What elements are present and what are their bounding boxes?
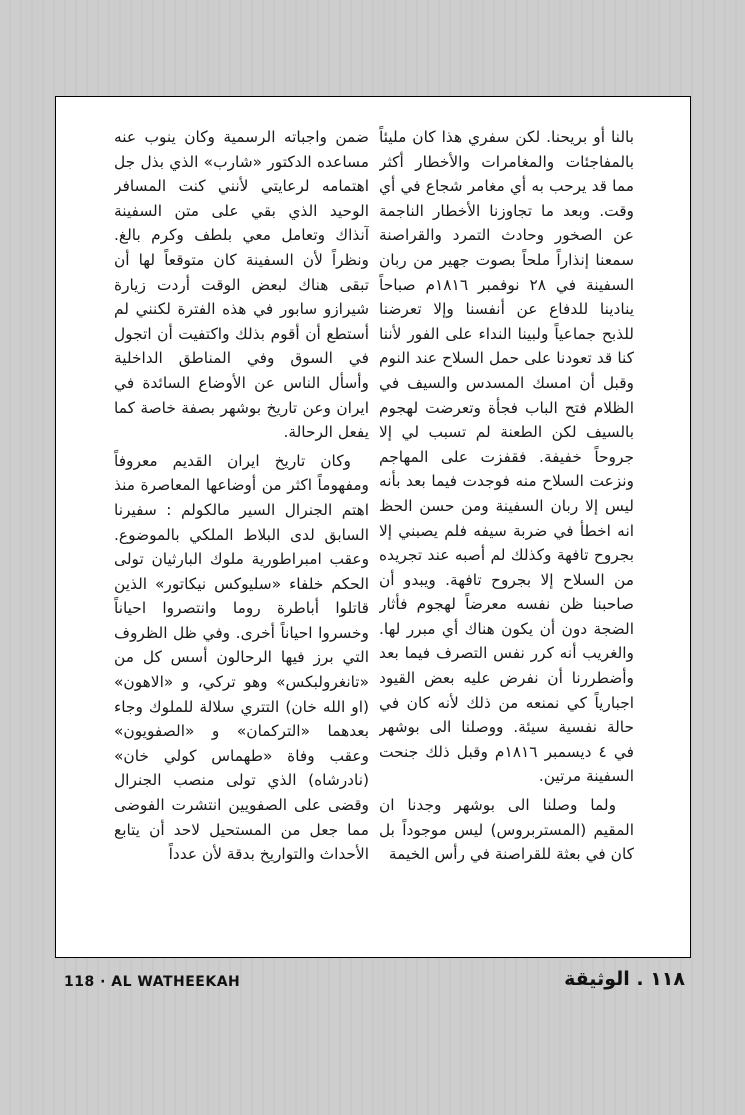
left-column-paragraph-2: وكان تاريخ ايران القديم معروفاً ومفهوماً اكثر من أوضاعها المعاصرة منذ اهتم الجنرال السير مالكولم : سفيرنا السابق لدى البلاط الملكي بالموضوع. وعقب امبراطورية ملوك البارثيان تولى الحكم خلفاء «سليوكس نيكاتور» الذين قاتلوا أباطرة روما وانتصروا احياناً وخسروا احياناً أخرى. وفي ظل الظروف التي برز فيها الرحالون أسس كل من «تانغرولبكس» وهو تركي، و «الاهون» (او الله خان) التتري سلالة للملوك وجاء بعدهما «التركمان» و «الصفويون» وعقب وفاة «طهماس كولي خان» (نادرشاه) الذي تولى منصب الجنرال وقضى على الصفويين انتشرت الفوضى مما جعل من المستحيل لاحد أن يتابع الأحداث والتواريخ بدقة لأن عدداً <box>114 451 369 864</box>
left-column <box>114 125 369 935</box>
page-footer <box>0 960 745 1004</box>
footer-folio-latin: 118 · AL WATHEEKAH <box>64 974 241 990</box>
footer-folio-arabic: ١١٨ . الوثيقة <box>564 968 685 990</box>
right-column <box>379 125 634 935</box>
page-sheet <box>55 96 691 958</box>
right-column-paragraph-1: بالنا أو بريحنا. لكن سفري هذا كان مليئاً بالمفاجئات والمغامرات والأخطار أكثر مما قد يرحب به أي مغامر شجاع في أي وقت. وبعد ما تجاوزنا الأخطار الناجمة عن الصخور وحادث التمرد والقراصنة سمعنا إنذاراً ملحاً بصوت جهير من ربان السفينة في ٢٨ نوفمبر ١٨١٦م صباحاً ينادينا للدفاع عن أنفسنا وإلا تعرضنا للذبح جماعياً ولبينا النداء على الفور لأننا كنا قد تعودنا على حمل السلاح عند النوم وقبل أن امسك المسدس والسيف في الظلام فتح الباب فجأة وتعرضت لهجوم بالسيف لكن الطعنة لم تسبب لي إلا جروحاً خفيفة. فقفزت على المهاجم ونزعت السلاح منه فوجدت فيما بعد بأنه ليس إلا ربان السفينة ومن حسن الحظ انه اخطأ في ضربة سيفه فلم يصبني إلا بجروح تافهة وكذلك لم أصبه عند تجريده من السلاح إلا بجروح تافهة. ويبدو أن صاحبنا ظن نفسه معرضاً لهجوم فأثار الضجة دون أن يكون هناك أي مبرر لها. والغريب أنه كرر نفس التصرف فيما بعد وأضطررنا أن نفرض عليه بعض القيود اجبارياً كي نمنعه من ذلك لأنه كان في حالة نفسية سيئة. ووصلنا الى بوشهر في ٤ ديسمبر ١٨١٦م وقبل ذلك جنحت السفينة مرتين. <box>379 128 634 786</box>
left-column-paragraph-1: ضمن واجباته الرسمية وكان ينوب عنه مساعده الدكتور «شارب» الذي بذل جل اهتمامه لرعايتي لأنني كنت المسافر الوحيد الذي بقي على متن السفينة آنذاك وتعامل معي بلطف وكرم بالغ. ونظراً لأن السفينة كان متوقعاً لها أن تبقى هناك لبعض الوقت أردت زيارة شيرازو سابور في هذه الفترة لكنني لم أستطع أن أقوم بذلك واكتفيت أن اتجول في السوق وفي المناطق الداخلية وأسأل الناس عن الأوضاع السائدة في ايران وعن تاريخ بوشهر بصفة خاصة كما يفعل الرحالة. <box>114 128 369 442</box>
right-column-paragraph-2: ولما وصلنا الى بوشهر وجدنا ان المقيم (المستربروس) ليس موجوداً بل كان في بعثة للقراصنة في رأس الخيمة <box>379 796 634 864</box>
